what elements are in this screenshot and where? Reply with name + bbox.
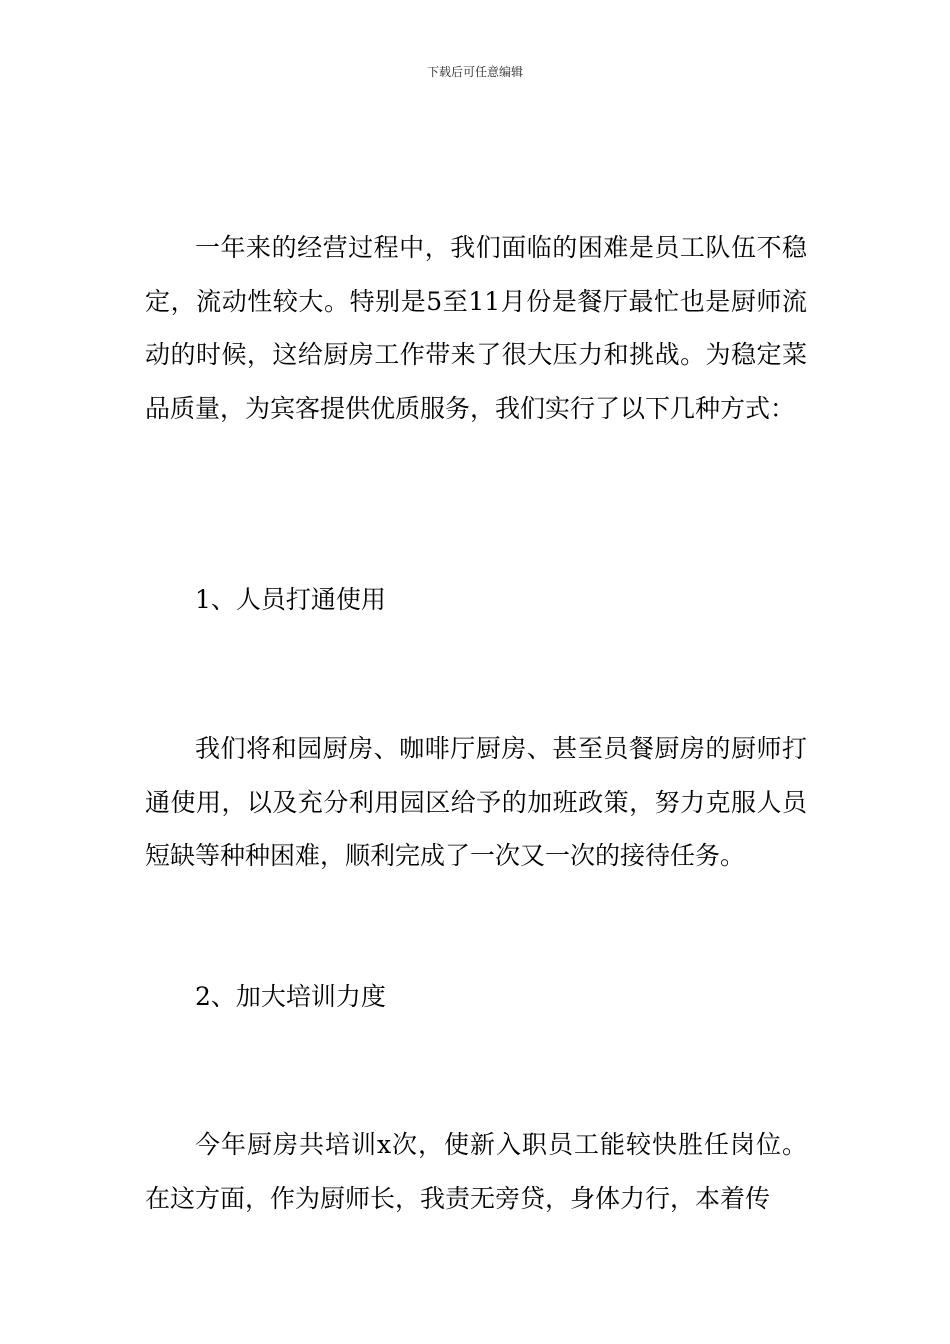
section-heading-2: 2、加大培训力度 — [195, 982, 386, 1011]
body-paragraph-3: 今年厨房共培训x次，使新入职员工能较快胜任岗位。在这方面，作为厨师长，我责无旁贷，身体力行，本着传 — [145, 1130, 807, 1213]
header-note: 下载后可任意编辑 — [426, 65, 523, 79]
body-paragraph-2: 我们将和园厨房、咖啡厅厨房、甚至员餐厨房的厨师打通使用，以及充分利用园区给予的加班政策，努力克服人员短缺等种种困难，顺利完成了一次又一次的接待任务。 — [145, 734, 807, 870]
section-heading-1: 1、人员打通使用 — [195, 585, 386, 614]
body-paragraph-1: 一年来的经营过程中，我们面临的困难是员工队伍不稳定，流动性较大。特别是5至11月份是餐厅最忙也是厨师流动的时候，这给厨房工作带来了很大压力和挑战。为稳定菜品质量，为宾客提供优质服务，我们实行了以下几种方式： — [145, 233, 807, 423]
